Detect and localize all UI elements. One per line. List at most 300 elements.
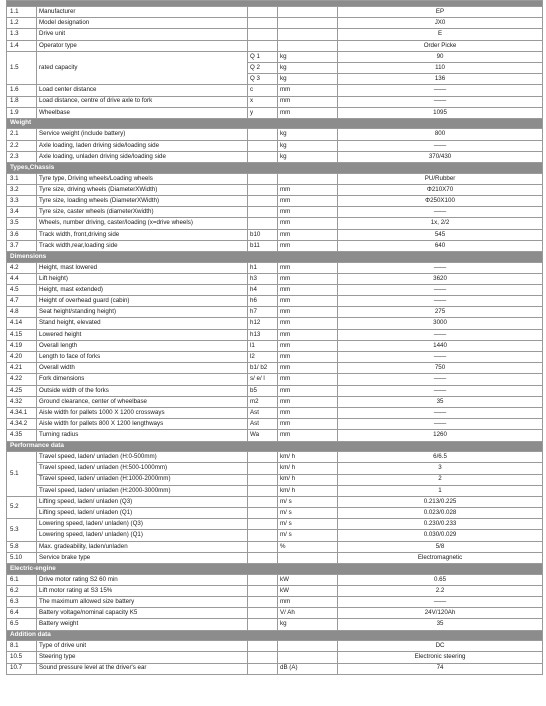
- spec-symbol: h12: [248, 318, 278, 329]
- spec-row: [7, 474, 543, 485]
- spec-number: 4.7: [7, 296, 37, 307]
- spec-number: 1.3: [7, 29, 37, 40]
- spec-value: Order Picke: [338, 40, 543, 51]
- spec-symbol: [248, 608, 278, 619]
- spec-value: 35: [338, 619, 543, 630]
- spec-number: 4.34.1: [7, 407, 37, 418]
- spec-number: 4.19: [7, 340, 37, 351]
- spec-item: Fork dimensions: [37, 374, 248, 385]
- spec-unit: mm: [278, 396, 338, 407]
- spec-value: ——: [338, 374, 543, 385]
- spec-symbol: [248, 29, 278, 40]
- spec-unit: [278, 173, 338, 184]
- spec-number: 2.2: [7, 140, 37, 151]
- spec-item: Load distance, centre of drive axle to fork: [37, 96, 248, 107]
- spec-row: [7, 608, 543, 619]
- spec-unit: mm: [278, 262, 338, 273]
- spec-number: 2.3: [7, 151, 37, 162]
- spec-number: 4.5: [7, 284, 37, 295]
- spec-value: E: [338, 29, 543, 40]
- spec-item: Aisle width for pallets 1000 X 1200 crossways: [37, 407, 248, 418]
- spec-symbol: y: [248, 107, 278, 118]
- spec-table-body: [7, 1, 543, 675]
- spec-symbol: h1: [248, 262, 278, 273]
- spec-symbol: Wa: [248, 430, 278, 441]
- spec-row: [7, 340, 543, 351]
- spec-item: Drive motor rating S2 60 min: [37, 574, 248, 585]
- spec-number: 4.25: [7, 385, 37, 396]
- spec-item: Max. gradeability, laden/unladen: [37, 541, 248, 552]
- spec-row: [7, 508, 543, 519]
- spec-number: 3.1: [7, 173, 37, 184]
- spec-number: 4.4: [7, 273, 37, 284]
- spec-row: [7, 396, 543, 407]
- spec-number: 4.34.2: [7, 419, 37, 430]
- spec-number: 4.21: [7, 363, 37, 374]
- spec-symbol: Ast: [248, 407, 278, 418]
- spec-item: Tyre size, caster wheels (diameterXwidth): [37, 207, 248, 218]
- spec-symbol: x: [248, 96, 278, 107]
- spec-value: 275: [338, 307, 543, 318]
- spec-number: 5.3: [7, 519, 37, 541]
- spec-value: Φ210X70: [338, 184, 543, 195]
- spec-row: [7, 196, 543, 207]
- spec-number: 3.5: [7, 218, 37, 229]
- spec-number: 1.5: [7, 51, 37, 85]
- spec-row: [7, 430, 543, 441]
- spec-value: 3620: [338, 273, 543, 284]
- spec-symbol: h6: [248, 296, 278, 307]
- spec-number: 4.32: [7, 396, 37, 407]
- spec-unit: [278, 7, 338, 18]
- spec-value: 1440: [338, 340, 543, 351]
- spec-item: Lowering speed, laden/ unladen) (Q1): [37, 530, 248, 541]
- spec-unit: kW: [278, 574, 338, 585]
- section-title: Electric-engine: [7, 564, 543, 575]
- spec-unit: [278, 641, 338, 652]
- spec-unit: kg: [278, 62, 338, 73]
- spec-row: [7, 40, 543, 51]
- spec-item: Height, mast lowered: [37, 262, 248, 273]
- spec-value: ——: [338, 352, 543, 363]
- spec-unit: km/ h: [278, 485, 338, 496]
- section-title: Weight: [7, 118, 543, 129]
- spec-row: [7, 374, 543, 385]
- section-title: Performance data: [7, 441, 543, 452]
- spec-row: [7, 218, 543, 229]
- spec-item: Sound pressure level at the driver's ear: [37, 663, 248, 674]
- spec-value: 1095: [338, 107, 543, 118]
- spec-row: [7, 530, 543, 541]
- spec-unit: mm: [278, 340, 338, 351]
- spec-number: 4.15: [7, 329, 37, 340]
- spec-row: [7, 585, 543, 596]
- spec-value: Φ250X100: [338, 196, 543, 207]
- spec-value: ——: [338, 96, 543, 107]
- spec-value: 136: [338, 74, 543, 85]
- spec-symbol: [248, 129, 278, 140]
- spec-number: 6.2: [7, 585, 37, 596]
- spec-item: Model designation: [37, 18, 248, 29]
- spec-number: 3.6: [7, 229, 37, 240]
- spec-unit: mm: [278, 85, 338, 96]
- spec-item: Height, mast extended): [37, 284, 248, 295]
- spec-number: 3.3: [7, 196, 37, 207]
- spec-symbol: [248, 519, 278, 530]
- spec-row: [7, 652, 543, 663]
- spec-row: [7, 184, 543, 195]
- spec-number: 5.8: [7, 541, 37, 552]
- spec-unit: mm: [278, 284, 338, 295]
- spec-item: Travel speed, laden/ unladen (H:500-1000mm): [37, 463, 248, 474]
- spec-row: [7, 641, 543, 652]
- spec-unit: mm: [278, 307, 338, 318]
- section-header-row: [7, 163, 543, 174]
- spec-item: Battery voltage/nominal capacity K5: [37, 608, 248, 619]
- spec-symbol: [248, 641, 278, 652]
- spec-row: [7, 318, 543, 329]
- spec-unit: kg: [278, 74, 338, 85]
- spec-item: Seat height/standing height): [37, 307, 248, 318]
- spec-item: The maximum allowed size battery: [37, 596, 248, 607]
- spec-unit: kW: [278, 585, 338, 596]
- spec-row: [7, 663, 543, 674]
- spec-symbol: h4: [248, 284, 278, 295]
- spec-table: [6, 0, 543, 675]
- spec-unit: mm: [278, 374, 338, 385]
- spec-unit: mm: [278, 196, 338, 207]
- spec-unit: [278, 18, 338, 29]
- section-title: Dimensions: [7, 251, 543, 262]
- spec-item: rated capacity: [37, 51, 248, 85]
- spec-item: Lifting speed, laden/ unladen (Q1): [37, 508, 248, 519]
- spec-value: 90: [338, 51, 543, 62]
- spec-item: Tyre type, Driving wheels/Loading wheels: [37, 173, 248, 184]
- spec-row: [7, 296, 543, 307]
- spec-item: Lift motor rating at S3 15%: [37, 585, 248, 596]
- spec-number: 1.4: [7, 40, 37, 51]
- spec-unit: km/ h: [278, 452, 338, 463]
- spec-symbol: Q 1: [248, 51, 278, 62]
- spec-value: 0.213/0.225: [338, 496, 543, 507]
- spec-symbol: [248, 452, 278, 463]
- spec-value: ——: [338, 140, 543, 151]
- spec-row: [7, 85, 543, 96]
- spec-unit: kg: [278, 51, 338, 62]
- spec-value: 370/430: [338, 151, 543, 162]
- spec-value: 1x, 2/2: [338, 218, 543, 229]
- spec-unit: mm: [278, 430, 338, 441]
- spec-unit: m/ s: [278, 519, 338, 530]
- spec-item: Service weight (include battery): [37, 129, 248, 140]
- spec-symbol: [248, 474, 278, 485]
- spec-unit: mm: [278, 96, 338, 107]
- spec-row: [7, 240, 543, 251]
- spec-unit: dB (A): [278, 663, 338, 674]
- spec-unit: mm: [278, 385, 338, 396]
- spec-value: PU/Rubber: [338, 173, 543, 184]
- spec-value: ——: [338, 419, 543, 430]
- spec-symbol: h13: [248, 329, 278, 340]
- spec-number: 1.6: [7, 85, 37, 96]
- spec-item: Turning radius: [37, 430, 248, 441]
- spec-symbol: [248, 207, 278, 218]
- section-title: Types,Chassis: [7, 163, 543, 174]
- spec-row: [7, 7, 543, 18]
- spec-row: [7, 129, 543, 140]
- spec-number: 3.2: [7, 184, 37, 195]
- spec-row: [7, 140, 543, 151]
- spec-item: Battery weight: [37, 619, 248, 630]
- spec-symbol: Ast: [248, 419, 278, 430]
- spec-row: [7, 519, 543, 530]
- spec-symbol: [248, 40, 278, 51]
- spec-symbol: [248, 574, 278, 585]
- spec-symbol: [248, 151, 278, 162]
- spec-row: [7, 496, 543, 507]
- spec-number: 3.7: [7, 240, 37, 251]
- spec-number: 3.4: [7, 207, 37, 218]
- spec-unit: mm: [278, 329, 338, 340]
- spec-unit: [278, 552, 338, 563]
- spec-symbol: [248, 184, 278, 195]
- spec-item: Axle loading, unladen driving side/loading side: [37, 151, 248, 162]
- spec-value: ——: [338, 407, 543, 418]
- spec-symbol: b11: [248, 240, 278, 251]
- spec-symbol: b1/ b2: [248, 363, 278, 374]
- spec-row: [7, 552, 543, 563]
- spec-item: Drive unit: [37, 29, 248, 40]
- section-header-row: [7, 564, 543, 575]
- spec-value: 110: [338, 62, 543, 73]
- spec-symbol: [248, 196, 278, 207]
- spec-row: [7, 363, 543, 374]
- spec-symbol: s/ e/ l: [248, 374, 278, 385]
- spec-number: 2.1: [7, 129, 37, 140]
- spec-number: 1.1: [7, 7, 37, 18]
- spec-number: 4.35: [7, 430, 37, 441]
- spec-number: 4.2: [7, 262, 37, 273]
- spec-row: [7, 452, 543, 463]
- spec-row: [7, 385, 543, 396]
- spec-unit: mm: [278, 352, 338, 363]
- spec-item: Travel speed, laden/ unladen (H:1000-2000mm): [37, 474, 248, 485]
- spec-number: 4.14: [7, 318, 37, 329]
- spec-value: 0.030/0.029: [338, 530, 543, 541]
- spec-number: 5.1: [7, 452, 37, 497]
- spec-value: ——: [338, 329, 543, 340]
- spec-item: Lowering speed, laden/ unladen) (Q3): [37, 519, 248, 530]
- spec-unit: mm: [278, 596, 338, 607]
- spec-unit: mm: [278, 207, 338, 218]
- section-header-row: [7, 630, 543, 641]
- spec-unit: kg: [278, 140, 338, 151]
- spec-unit: km/ h: [278, 463, 338, 474]
- spec-row: [7, 18, 543, 29]
- spec-value: ——: [338, 207, 543, 218]
- spec-row: [7, 307, 543, 318]
- spec-symbol: [248, 140, 278, 151]
- spec-symbol: [248, 585, 278, 596]
- spec-unit: mm: [278, 318, 338, 329]
- spec-number: 1.8: [7, 96, 37, 107]
- spec-row: [7, 407, 543, 418]
- spec-row: [7, 619, 543, 630]
- spec-row: [7, 51, 543, 62]
- spec-value: 74: [338, 663, 543, 674]
- spec-item: Track width,rear,loading side: [37, 240, 248, 251]
- spec-symbol: [248, 485, 278, 496]
- spec-number: 6.3: [7, 596, 37, 607]
- spec-unit: mm: [278, 296, 338, 307]
- spec-item: Travel speed, laden/ unladen (H:2000-3000mm): [37, 485, 248, 496]
- spec-value: Electromagnetic: [338, 552, 543, 563]
- spec-item: Manufacturer: [37, 7, 248, 18]
- spec-symbol: b10: [248, 229, 278, 240]
- spec-number: 1.9: [7, 107, 37, 118]
- section-title: Addition data: [7, 630, 543, 641]
- spec-value: 6/6.5: [338, 452, 543, 463]
- spec-symbol: Q 3: [248, 74, 278, 85]
- spec-unit: [278, 652, 338, 663]
- section-header-row: [7, 118, 543, 129]
- spec-item: Lift height): [37, 273, 248, 284]
- spec-unit: m/ s: [278, 496, 338, 507]
- spec-value: 1260: [338, 430, 543, 441]
- spec-unit: mm: [278, 419, 338, 430]
- spec-row: [7, 329, 543, 340]
- spec-value: 545: [338, 229, 543, 240]
- spec-unit: mm: [278, 273, 338, 284]
- spec-symbol: h7: [248, 307, 278, 318]
- spec-unit: m/ s: [278, 508, 338, 519]
- spec-symbol: [248, 7, 278, 18]
- spec-symbol: [248, 496, 278, 507]
- spec-value: 640: [338, 240, 543, 251]
- spec-item: Height of overhead guard (cabin): [37, 296, 248, 307]
- spec-value: 800: [338, 129, 543, 140]
- spec-symbol: [248, 619, 278, 630]
- spec-number: 1.2: [7, 18, 37, 29]
- spec-item: Tyre size, loading wheels (DiameterXWidth): [37, 196, 248, 207]
- spec-item: Overall width: [37, 363, 248, 374]
- spec-symbol: [248, 663, 278, 674]
- spec-item: Lowered height: [37, 329, 248, 340]
- spec-unit: kg: [278, 619, 338, 630]
- spec-symbol: h3: [248, 273, 278, 284]
- spec-value: 1: [338, 485, 543, 496]
- spec-value: ——: [338, 284, 543, 295]
- spec-row: [7, 596, 543, 607]
- spec-number: 6.1: [7, 574, 37, 585]
- spec-value: ——: [338, 385, 543, 396]
- spec-value: 2.2: [338, 585, 543, 596]
- spec-number: 4.22: [7, 374, 37, 385]
- spec-symbol: Q 2: [248, 62, 278, 73]
- spec-value: Electronic steering: [338, 652, 543, 663]
- spec-row: [7, 262, 543, 273]
- spec-item: Operator type: [37, 40, 248, 51]
- spec-item: Aisle width for pallets 800 X 1200 lengthways: [37, 419, 248, 430]
- spec-value: 24V/120Ah: [338, 608, 543, 619]
- spec-value: JX0: [338, 18, 543, 29]
- spec-item: Track width, front,driving side: [37, 229, 248, 240]
- spec-row: [7, 151, 543, 162]
- spec-symbol: [248, 218, 278, 229]
- spec-symbol: [248, 541, 278, 552]
- spec-row: [7, 541, 543, 552]
- spec-item: Travel speed, laden/ unladen (H:0-500mm): [37, 452, 248, 463]
- spec-item: Stand height, elevated: [37, 318, 248, 329]
- spec-number: 6.5: [7, 619, 37, 630]
- spec-row: [7, 173, 543, 184]
- spec-number: 5.2: [7, 496, 37, 518]
- spec-value: ——: [338, 596, 543, 607]
- spec-row: [7, 96, 543, 107]
- spec-value: 0.65: [338, 574, 543, 585]
- spec-row: [7, 273, 543, 284]
- spec-number: 4.8: [7, 307, 37, 318]
- spec-value: 5/8: [338, 541, 543, 552]
- spec-value: 0.023/0.028: [338, 508, 543, 519]
- spec-item: Load center distance: [37, 85, 248, 96]
- spec-symbol: [248, 652, 278, 663]
- spec-number: 6.4: [7, 608, 37, 619]
- spec-unit: [278, 29, 338, 40]
- spec-unit: mm: [278, 240, 338, 251]
- spec-symbol: [248, 530, 278, 541]
- spec-row: [7, 574, 543, 585]
- spec-number: 4.20: [7, 352, 37, 363]
- spec-unit: kg: [278, 129, 338, 140]
- spec-row: [7, 29, 543, 40]
- spec-item: Lifting speed, laden/ unladen (Q3): [37, 496, 248, 507]
- spec-row: [7, 207, 543, 218]
- spec-item: Wheelbase: [37, 107, 248, 118]
- spec-unit: V/ Ah: [278, 608, 338, 619]
- spec-symbol: l2: [248, 352, 278, 363]
- spec-value: DC: [338, 641, 543, 652]
- spec-item: Wheels, number driving, caster/loading (x=drive wheels): [37, 218, 248, 229]
- spec-symbol: [248, 18, 278, 29]
- spec-symbol: c: [248, 85, 278, 96]
- spec-unit: [278, 40, 338, 51]
- spec-item: Type of drive unit: [37, 641, 248, 652]
- spec-number: 10.7: [7, 663, 37, 674]
- spec-value: 35: [338, 396, 543, 407]
- spec-symbol: b5: [248, 385, 278, 396]
- spec-symbol: [248, 508, 278, 519]
- spec-unit: mm: [278, 229, 338, 240]
- spec-number: 10.5: [7, 652, 37, 663]
- spec-value: EP: [338, 7, 543, 18]
- spec-number: 5.10: [7, 552, 37, 563]
- spec-value: 0.230/0.233: [338, 519, 543, 530]
- spec-row: [7, 284, 543, 295]
- spec-item: Overall length: [37, 340, 248, 351]
- spec-unit: km/ h: [278, 474, 338, 485]
- spec-value: ——: [338, 85, 543, 96]
- spec-symbol: [248, 596, 278, 607]
- spec-unit: mm: [278, 407, 338, 418]
- spec-row: [7, 463, 543, 474]
- spec-symbol: m2: [248, 396, 278, 407]
- spec-value: 3: [338, 463, 543, 474]
- spec-unit: mm: [278, 218, 338, 229]
- spec-unit: kg: [278, 151, 338, 162]
- spec-value: 3000: [338, 318, 543, 329]
- spec-unit: m/ s: [278, 530, 338, 541]
